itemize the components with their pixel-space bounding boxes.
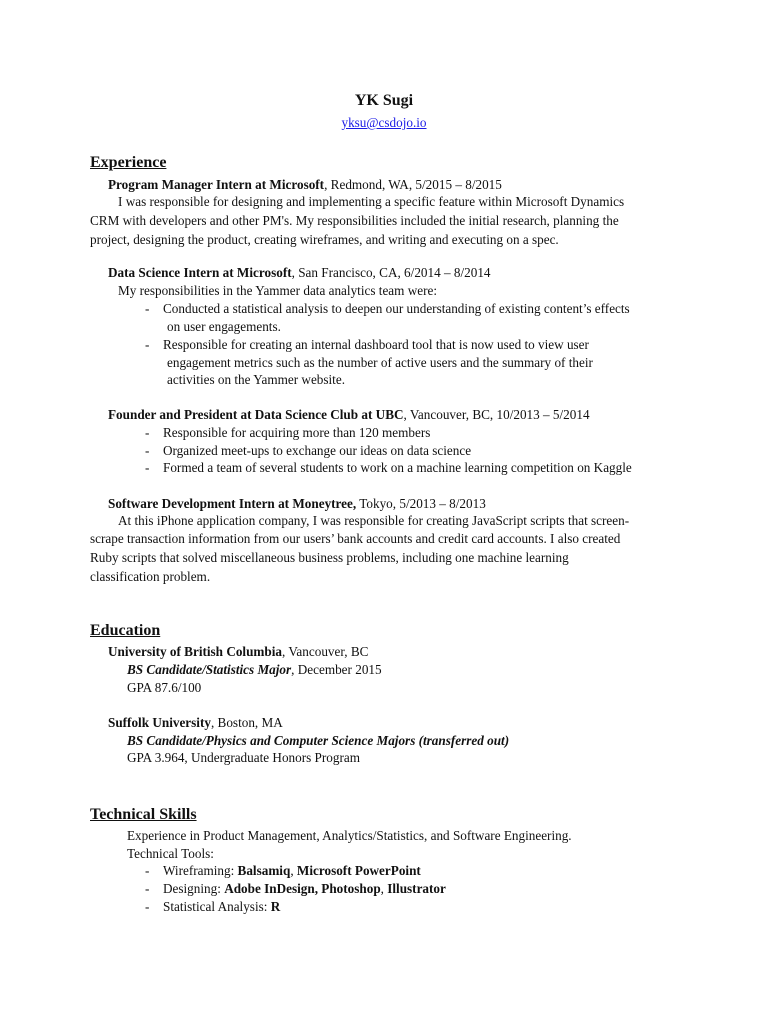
bullet-text: Responsible for acquiring more than 120 members [163, 425, 431, 440]
section-title-education: Education [90, 622, 161, 639]
degree-name: BS Candidate/Physics and Computer Science Majors (transferred out) [127, 733, 510, 748]
bullet-dash: - [145, 337, 150, 352]
resume-name: YK Sugi [354, 92, 414, 109]
bullet-text: Formed a team of several students to work on a machine learning competition on Kaggle [163, 460, 632, 475]
job-meta: , Vancouver, BC, 10/2013 – 5/2014 [403, 407, 590, 422]
bullet-text: Responsible for creating an internal dashboard tool that is now used to view user [163, 337, 589, 352]
job-meta: , San Francisco, CA, 6/2014 – 8/2014 [291, 265, 491, 280]
bullet-dash: - [145, 899, 150, 914]
school-name: University of British Columbia [108, 644, 283, 659]
bullet-text: engagement metrics such as the number of active users and the summary of their [167, 355, 593, 370]
job-title-line [108, 176, 502, 194]
skill-tool: Microsoft PowerPoint [296, 863, 421, 878]
skill-separator: , [380, 881, 388, 896]
bullet-text: on user engagements. [167, 319, 281, 334]
job-desc-line: CRM with developers and other PM's. My responsibilities included the initial research, planning the [90, 213, 619, 228]
job-intro: My responsibilities in the Yammer data analytics team were: [118, 283, 437, 298]
email-link[interactable]: yksu@csdojo.io [341, 115, 427, 130]
degree-line [127, 732, 509, 750]
gpa-line: GPA 3.964, Undergraduate Honors Program [127, 750, 360, 765]
job-desc-line: Ruby scripts that solved miscellaneous business problems, including one machine learning [90, 550, 569, 565]
skill-label: Designing: [163, 881, 225, 896]
skill-tool: R [270, 899, 281, 914]
bullet-dash: - [145, 863, 150, 878]
section-title-skills: Technical Skills [90, 806, 197, 823]
skill-tool: Balsamiq [237, 863, 291, 878]
job-meta: Tokyo, 5/2013 – 8/2013 [356, 496, 486, 511]
school-location: , Boston, MA [210, 715, 283, 730]
degree-date: , December 2015 [291, 662, 382, 677]
school-name: Suffolk University [108, 715, 211, 730]
skill-tool: Adobe InDesign, Photoshop [224, 881, 381, 896]
bullet-dash: - [145, 425, 150, 440]
degree-name: BS Candidate/Statistics Major [127, 662, 292, 677]
job-desc-line: project, designing the product, creating wireframes, and writing and executing on a spec. [90, 232, 559, 247]
bullet-text: activities on the Yammer website. [167, 372, 345, 387]
bullet-text: Organized meet-ups to exchange our ideas on data science [163, 443, 472, 458]
bullet-dash: - [145, 443, 150, 458]
skill-tool: Illustrator [387, 881, 446, 896]
skill-statistical [163, 898, 280, 916]
school-line [108, 714, 283, 732]
job-desc-line: At this iPhone application company, I was responsible for creating JavaScript scripts that screen- [118, 513, 630, 528]
job-role: Data Science Intern at Microsoft [108, 265, 292, 280]
job-title-line [108, 264, 491, 282]
degree-line [127, 661, 382, 679]
job-title-line [108, 406, 590, 424]
job-desc-line: classification problem. [90, 569, 211, 584]
job-desc-line: scrape transaction information from our users’ bank accounts and credit card accounts. I also created [90, 531, 621, 546]
section-title-experience: Experience [90, 154, 167, 171]
tools-label: Technical Tools: [127, 846, 214, 861]
skill-separator: , [290, 863, 297, 878]
job-desc-line: I was responsible for designing and implementing a specific feature within Microsoft Dynamics [118, 194, 625, 209]
bullet-dash: - [145, 881, 150, 896]
job-role: Program Manager Intern at Microsoft [108, 177, 325, 192]
job-meta: , Redmond, WA, 5/2015 – 8/2015 [324, 177, 502, 192]
bullet-dash: - [145, 460, 150, 475]
bullet-text: Conducted a statistical analysis to deepen our understanding of existing content’s effects [163, 301, 630, 316]
school-line [108, 643, 368, 661]
skills-summary: Experience in Product Management, Analytics/Statistics, and Software Engineering. [127, 828, 572, 843]
job-role: Software Development Intern at Moneytree, [108, 496, 357, 511]
skill-label: Wireframing: [163, 863, 238, 878]
skill-designing [163, 880, 446, 898]
job-role: Founder and President at Data Science Club at UBC [108, 407, 404, 422]
job-title-line [108, 495, 486, 513]
skill-label: Statistical Analysis: [163, 899, 271, 914]
skill-wireframing [163, 862, 421, 880]
school-location: , Vancouver, BC [282, 644, 369, 659]
gpa-line: GPA 87.6/100 [127, 680, 202, 695]
bullet-dash: - [145, 301, 150, 316]
